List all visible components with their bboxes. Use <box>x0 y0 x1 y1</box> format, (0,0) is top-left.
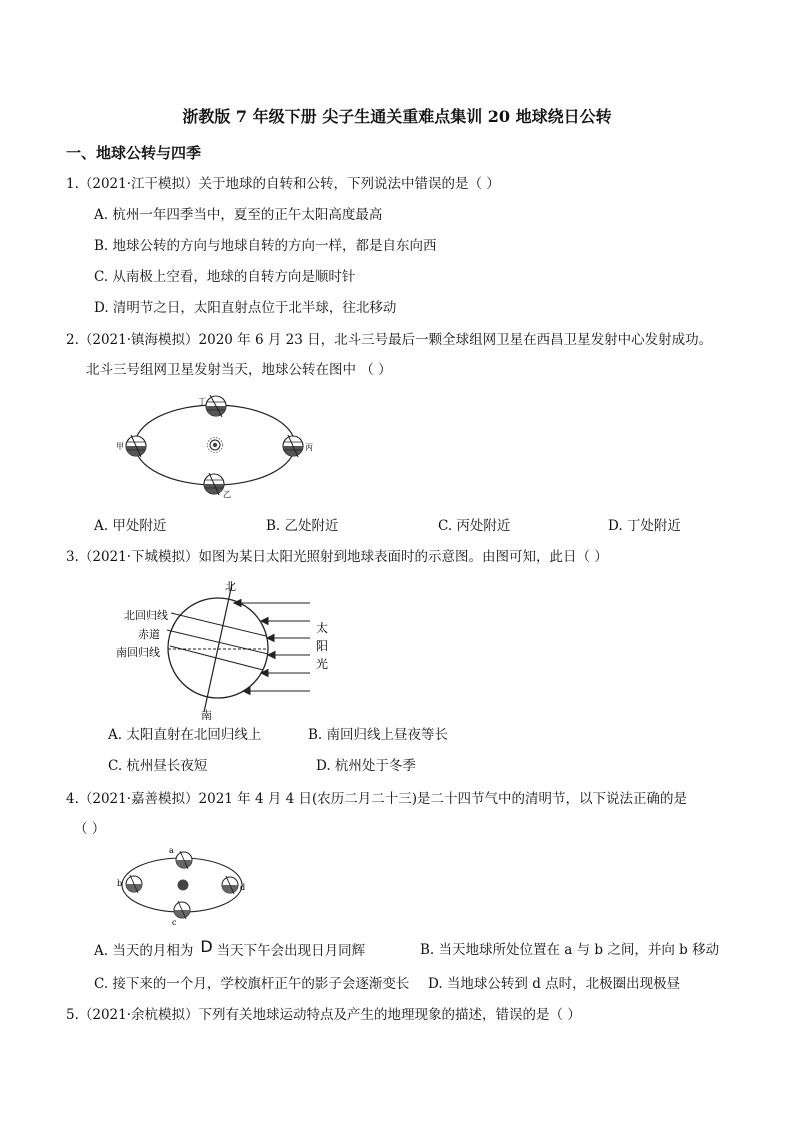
q3-option-b: B. 南回归线上昼夜等长 <box>308 727 449 743</box>
q1-option-c: C. 从南极上空看，地球的自转方向是顺时针 <box>94 269 356 285</box>
label-c: c <box>172 918 177 927</box>
question-3-stem: 3.（2021·下城模拟）如图为某日太阳光照射到地球表面时的示意图。由图可知，此日（ ） <box>66 549 608 565</box>
earth-bing-icon <box>283 435 303 457</box>
label-b: b <box>117 879 123 888</box>
q2-option-c: C. 丙处附近 <box>438 518 511 534</box>
section-heading: 一、地球公转与四季 <box>66 144 202 162</box>
label-d: d <box>240 883 246 892</box>
q4-option-c: C. 接下来的一个月，学校旗杆正午的影子会逐渐变长 <box>94 976 410 992</box>
q4-option-b: B. 当天地球所处位置在 a 与 b 之间，并向 b 移动 <box>420 942 720 958</box>
question-2-stem-line2: 北斗三号组网卫星发射当天，地球公转在图中 （ ） <box>86 362 392 378</box>
question-4-paren: （ ） <box>74 821 106 837</box>
sunlight-arrows <box>234 600 310 695</box>
label-sun-3: 光 <box>316 657 329 671</box>
question-5-stem: 5.（2021·余杭模拟）下列有关地球运动特点及产生的地理现象的描述，错误的是（ ） <box>66 1007 581 1023</box>
earth-d-icon <box>222 876 238 894</box>
q2-option-b: B. 乙处附近 <box>266 518 339 534</box>
orbit-diagram-q4 <box>112 842 252 932</box>
q2-option-a: A. 甲处附近 <box>94 518 167 534</box>
label-yi: 乙 <box>223 490 231 499</box>
tropic-of-cancer-line <box>171 613 266 636</box>
q4-option-a-suffix: 当天下午会出现日月同辉 <box>216 943 366 959</box>
label-a: a <box>169 846 174 855</box>
label-tropic-capricorn: 南回归线 <box>116 646 160 659</box>
label-equator: 赤道 <box>138 628 160 641</box>
sunlight-diagram-q3 <box>108 578 358 720</box>
q3-option-a: A. 太阳直射在北回归线上 <box>108 727 262 743</box>
q4-option-a <box>94 937 366 960</box>
label-sun-2: 阳 <box>316 639 329 653</box>
orbit-diagram-q2 <box>110 390 325 502</box>
page-title: 浙教版 7 年级下册 尖子生通关重难点集训 20 地球绕日公转 <box>182 107 612 126</box>
q2-option-d: D. 丁处附近 <box>608 518 681 534</box>
earth-a-icon <box>176 851 192 869</box>
label-ding: 丁 <box>198 397 206 406</box>
q3-option-d: D. 杭州处于冬季 <box>316 758 416 774</box>
label-north: 北 <box>225 580 236 593</box>
earth-b-icon <box>126 875 142 893</box>
label-south: 南 <box>201 709 212 720</box>
earth-c-icon <box>174 901 190 919</box>
earth-ding-icon <box>206 395 226 417</box>
question-2-stem: 2.（2021·镇海模拟）2020 年 6 月 23 日，北斗三号最后一颗全球组网卫星在西昌卫星发射中心发射成功。 <box>66 332 713 348</box>
earth-yi-icon <box>204 473 224 495</box>
label-jia: 甲 <box>116 442 124 451</box>
label-sun-1: 太 <box>316 621 329 635</box>
sun-icon <box>208 438 223 453</box>
sun-icon-q4 <box>178 880 189 891</box>
q1-option-b: B. 地球公转的方向与地球自转的方向一样，都是自东向西 <box>94 238 437 254</box>
q1-option-a: A. 杭州一年四季当中，夏至的正午太阳高度最高 <box>94 207 383 223</box>
q1-option-d: D. 清明节之日，太阳直射点位于北半球，往北移动 <box>94 300 397 316</box>
earth-axis <box>204 584 232 712</box>
moon-phase-icon: D <box>200 937 213 956</box>
question-1-stem: 1.（2021·江干模拟）关于地球的自转和公转，下列说法中错误的是（ ） <box>66 176 500 192</box>
question-4-stem: 4.（2021·嘉善模拟）2021 年 4 月 4 日(农历二月二十三)是二十四节气中的清明节，以下说法正确的是 <box>66 791 688 807</box>
label-tropic-cancer: 北回归线 <box>124 609 168 622</box>
label-bing: 丙 <box>305 443 313 452</box>
q3-option-c: C. 杭州昼长夜短 <box>108 758 208 774</box>
earth-jia-icon <box>126 435 146 457</box>
q4-option-a-prefix: A. 当天的月相为 <box>94 943 194 959</box>
q4-option-d: D. 当地球公转到 d 点时，北极圈出现极昼 <box>428 976 681 992</box>
